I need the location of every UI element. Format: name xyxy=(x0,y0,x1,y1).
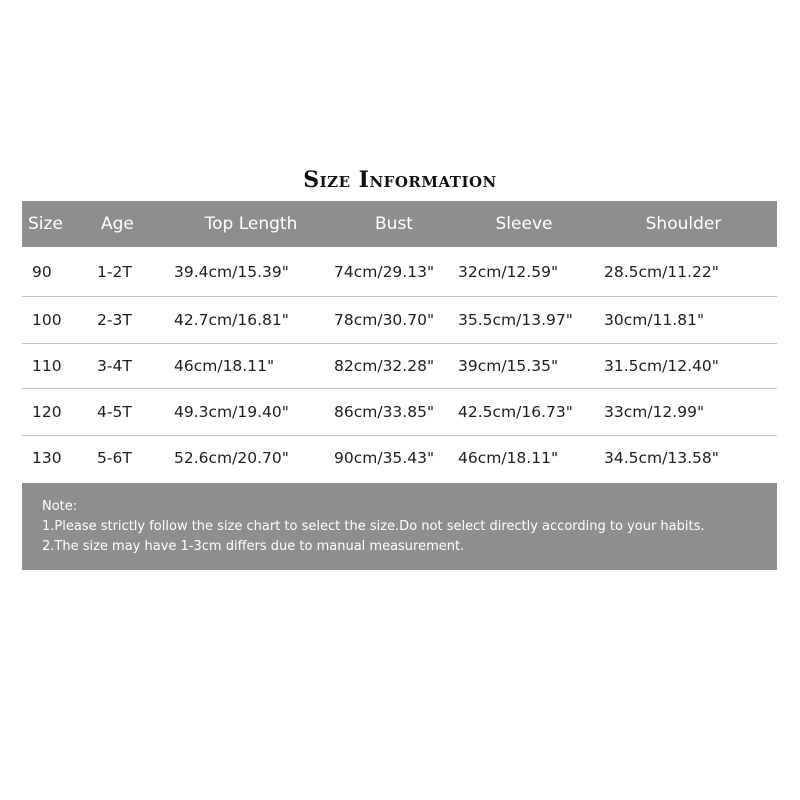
table-row xyxy=(22,389,777,436)
cell-sleeve: 42.5cm/16.73" xyxy=(458,403,573,421)
table-row xyxy=(22,247,777,297)
table-row xyxy=(22,344,777,389)
note-line: 2.The size may have 1-3cm differs due to manual measurement. xyxy=(42,539,465,554)
cell-shoulder: 33cm/12.99" xyxy=(604,403,705,421)
cell-age: 1-2T xyxy=(97,262,132,281)
cell-bust: 90cm/35.43" xyxy=(334,449,435,467)
table-row xyxy=(22,297,777,344)
cell-size: 130 xyxy=(32,449,62,467)
cell-sleeve: 46cm/18.11" xyxy=(458,449,559,467)
cell-age: 3-4T xyxy=(97,357,132,375)
table-header-row xyxy=(22,201,777,247)
cell-size: 100 xyxy=(32,311,62,329)
cell-size: 90 xyxy=(32,262,52,281)
cell-bust: 82cm/32.28" xyxy=(334,357,435,375)
cell-bust: 78cm/30.70" xyxy=(334,311,435,329)
header-shoulder: Shoulder xyxy=(645,214,722,234)
cell-age: 2-3T xyxy=(97,311,132,329)
header-sleeve: Sleeve xyxy=(495,214,553,234)
cell-size: 110 xyxy=(32,357,62,375)
notes-heading: Note: xyxy=(42,499,78,514)
cell-size: 120 xyxy=(32,403,62,421)
cell-bust: 74cm/29.13" xyxy=(334,262,435,281)
header-age: Age xyxy=(101,214,134,234)
size-table xyxy=(22,201,777,480)
cell-bust: 86cm/33.85" xyxy=(334,403,435,421)
header-top-length: Top Length xyxy=(204,214,298,234)
cell-shoulder: 28.5cm/11.22" xyxy=(604,262,719,281)
note-line: 1.Please strictly follow the size chart to select the size.Do not select directly according to your habits. xyxy=(42,519,705,534)
cell-age: 5-6T xyxy=(97,449,132,467)
cell-top-length: 39.4cm/15.39" xyxy=(174,262,289,281)
cell-shoulder: 30cm/11.81" xyxy=(604,311,705,329)
cell-sleeve: 32cm/12.59" xyxy=(458,262,559,281)
cell-top-length: 46cm/18.11" xyxy=(174,357,275,375)
header-size: Size xyxy=(28,214,63,234)
cell-shoulder: 31.5cm/12.40" xyxy=(604,357,719,375)
cell-top-length: 42.7cm/16.81" xyxy=(174,311,289,329)
page-title: Size Information xyxy=(303,167,497,193)
cell-age: 4-5T xyxy=(97,403,132,421)
table-row xyxy=(22,436,777,480)
cell-top-length: 52.6cm/20.70" xyxy=(174,449,289,467)
cell-sleeve: 39cm/15.35" xyxy=(458,357,559,375)
cell-top-length: 49.3cm/19.40" xyxy=(174,403,289,421)
header-bust: Bust xyxy=(375,214,413,234)
cell-sleeve: 35.5cm/13.97" xyxy=(458,311,573,329)
cell-shoulder: 34.5cm/13.58" xyxy=(604,449,719,467)
notes-box xyxy=(22,483,777,570)
